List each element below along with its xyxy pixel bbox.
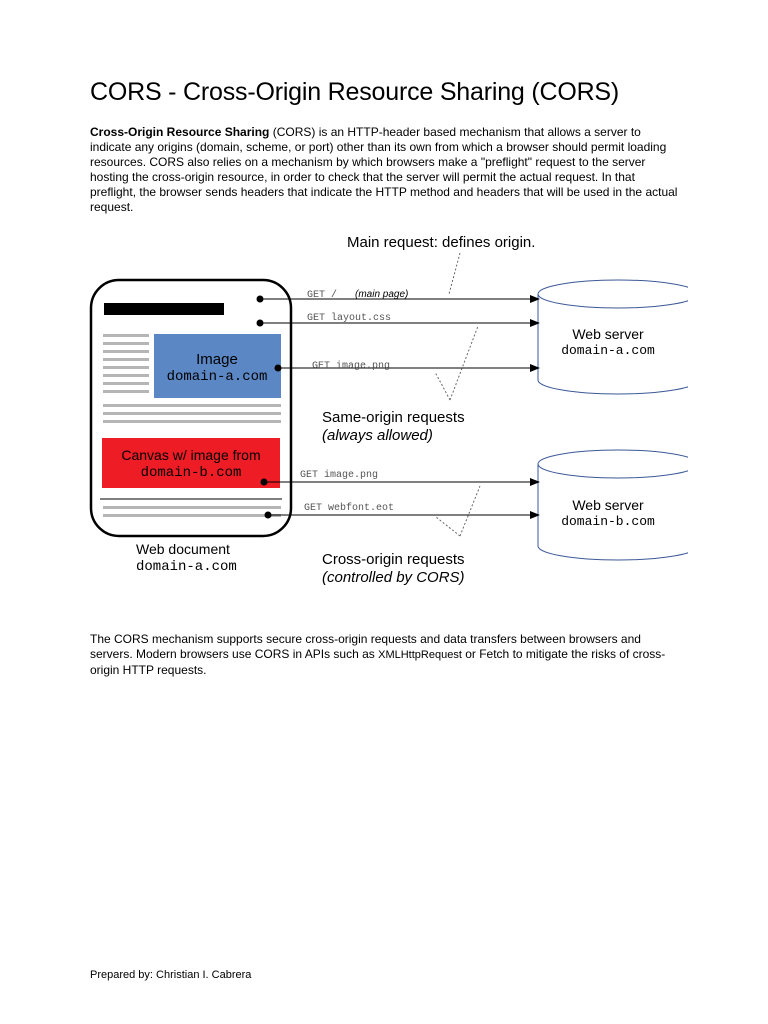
intro-text: (CORS) is an HTTP-header based mechanism that allows a server to indicate any origins (domain, scheme, or port) other than its own from which a browser should permit loading resources. CORS also relies on a mechanism by which browsers make a "preflight" request to the server hosting the cross-origin resource, in order to check that the server will permit the actual request. In that preflight, the browser sends headers that indicate the HTTP method and headers that will be used in the actual request. bbox=[90, 125, 678, 214]
request-label-image-b: GET image.png bbox=[300, 470, 379, 481]
same-origin-label: Same-origin requests bbox=[322, 409, 465, 426]
request-label-get-root: GET / bbox=[307, 290, 338, 301]
intro-paragraph bbox=[90, 125, 680, 215]
footer-credit: Prepared by: Christian I. Cabrera bbox=[90, 969, 252, 981]
outro-text-3: to mitigate the risks of cross-origin HTTP requests. bbox=[90, 647, 666, 677]
outro-paragraph bbox=[90, 632, 680, 678]
cross-origin-pointers bbox=[436, 486, 480, 536]
request-label-webfont: GET webfont.eot bbox=[304, 503, 395, 514]
cross-origin-label: Cross-origin requests bbox=[322, 551, 465, 568]
canvas-box-domain: domain-b.com bbox=[140, 465, 242, 481]
request-label-layout: GET layout.css bbox=[307, 313, 392, 324]
same-origin-pointers bbox=[435, 326, 478, 400]
web-document-frame bbox=[91, 280, 291, 536]
request-arrows bbox=[260, 299, 539, 515]
web-document-domain: domain-a.com bbox=[136, 559, 237, 575]
server-a-domain: domain-a.com bbox=[561, 343, 655, 358]
image-box-label: Image bbox=[196, 351, 238, 368]
page-title: CORS - Cross-Origin Resource Sharing (CORS) bbox=[90, 78, 620, 106]
web-document-label: Web document bbox=[136, 541, 230, 557]
main-request-label: Main request: defines origin. bbox=[347, 234, 536, 251]
cors-diagram bbox=[88, 228, 688, 590]
server-a-label: Web server bbox=[572, 326, 644, 342]
image-box-domain: domain-a.com bbox=[166, 369, 268, 385]
request-label-main-page: (main page) bbox=[355, 289, 409, 300]
outro-api-xhr: XMLHttpRequest bbox=[378, 649, 462, 661]
cross-origin-sublabel: (controlled by CORS) bbox=[322, 569, 465, 586]
outro-text-2: or bbox=[461, 647, 480, 661]
document-heading-bar bbox=[104, 303, 224, 315]
intro-term: Cross-Origin Resource Sharing bbox=[90, 125, 270, 139]
same-origin-sublabel: (always allowed) bbox=[322, 427, 433, 444]
outro-api-fetch: Fetch bbox=[479, 647, 510, 661]
server-b-label: Web server bbox=[572, 497, 644, 513]
server-b-domain: domain-b.com bbox=[561, 514, 655, 529]
canvas-box-label: Canvas w/ image from bbox=[121, 447, 261, 463]
outro-text-1: The CORS mechanism supports secure cross-origin requests and data transfers between browsers and servers. Modern browsers use CORS in APIs such as bbox=[90, 632, 641, 661]
request-label-image-a: GET image.png bbox=[312, 361, 391, 372]
main-request-pointer bbox=[449, 253, 460, 294]
